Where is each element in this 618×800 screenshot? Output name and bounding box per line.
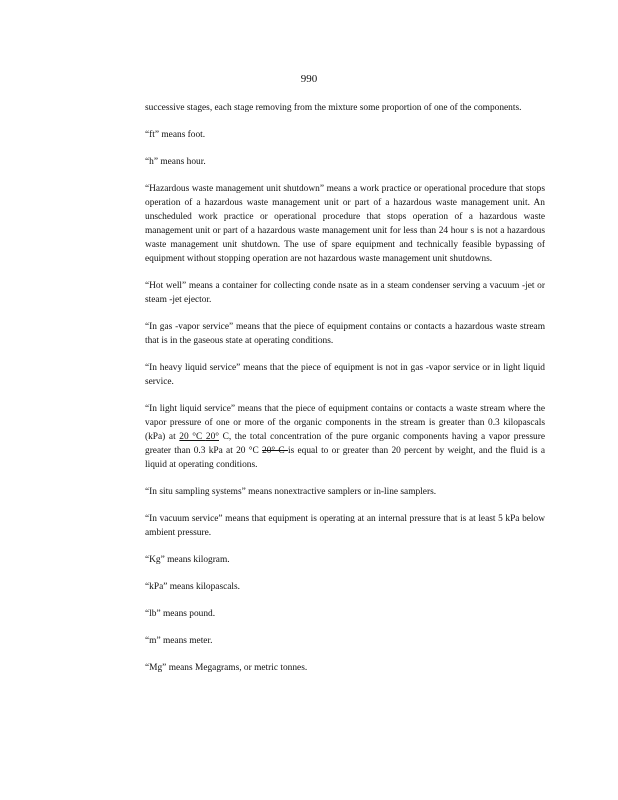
- definition-h: “h” means hour.: [145, 157, 206, 167]
- definition-m: “m” means meter.: [145, 636, 213, 646]
- definition-light-liquid-service: [145, 402, 545, 472]
- document-body: [145, 101, 545, 688]
- definition-gas-vapor-service: “In gas -vapor service” means that the piece of equipment contains or contacts a hazardous waste stream that is in the gaseous state at operating conditions.: [145, 322, 545, 346]
- definition-vacuum-service: “In vacuum service” means that equipment is operating at an internal pressure that is at least 5 kPa below ambient pressure.: [145, 514, 545, 538]
- paragraph-distillation-continued: successive stages, each stage removing from the mixture some proportion of one of the components.: [145, 103, 522, 113]
- definition-in-situ-sampling: “In situ sampling systems” means nonextractive samplers or in-line samplers.: [145, 487, 437, 497]
- definition-unit-shutdown: “Hazardous waste management unit shutdown” means a work practice or operational procedure that stops operation of a hazardous waste management unit or part of a hazardous waste management unit. An unscheduled work practice or operational procedure that stops operation of a hazardous waste management unit or part of a hazardous waste management unit for less than 24 hour s is not a hazardous waste management unit shutdown. The use of spare equipment and technically feasible bypassing of equipment without stopping operation are not hazardous waste management unit shutdowns.: [145, 184, 545, 264]
- light-liquid-text-2: C, the total concentration of the pure organic components having a vapor pressure greater than 0.3 kPa at 20 °C: [145, 432, 545, 456]
- light-liquid-text-3: is equal to or greater than 20 percent by weight, and the fluid is a liquid at operating conditions.: [145, 446, 545, 470]
- definition-mg: “Mg” means Megagrams, or metric tonnes.: [145, 663, 308, 673]
- definition-hot-well: “Hot well” means a container for collecting conde nsate as in a steam condenser serving a vacuum -jet or steam -jet ejector.: [145, 281, 545, 305]
- definition-kg: “Kg” means kilogram.: [145, 555, 230, 565]
- definition-ft: “ft” means foot.: [145, 130, 206, 140]
- definition-kpa: “kPa” means kilopascals.: [145, 582, 241, 592]
- light-liquid-text-1: “In light liquid service” means that the piece of equipment contains or contacts a waste stream where the vapor pressure of one or more of the organic components in the stream is greater than 0.3 kilopascals (kPa) at: [145, 404, 545, 442]
- definition-heavy-liquid-service: “In heavy liquid service” means that the piece of equipment is not in gas -vapor service or in light liquid service.: [145, 363, 545, 387]
- inserted-text: 20 °C: [179, 432, 206, 442]
- deleted-text: 20° C: [262, 446, 288, 456]
- definition-lb: “lb” means pound.: [145, 609, 216, 619]
- replaced-inline-text: 20°: [205, 432, 219, 442]
- page-number: 990: [300, 73, 318, 85]
